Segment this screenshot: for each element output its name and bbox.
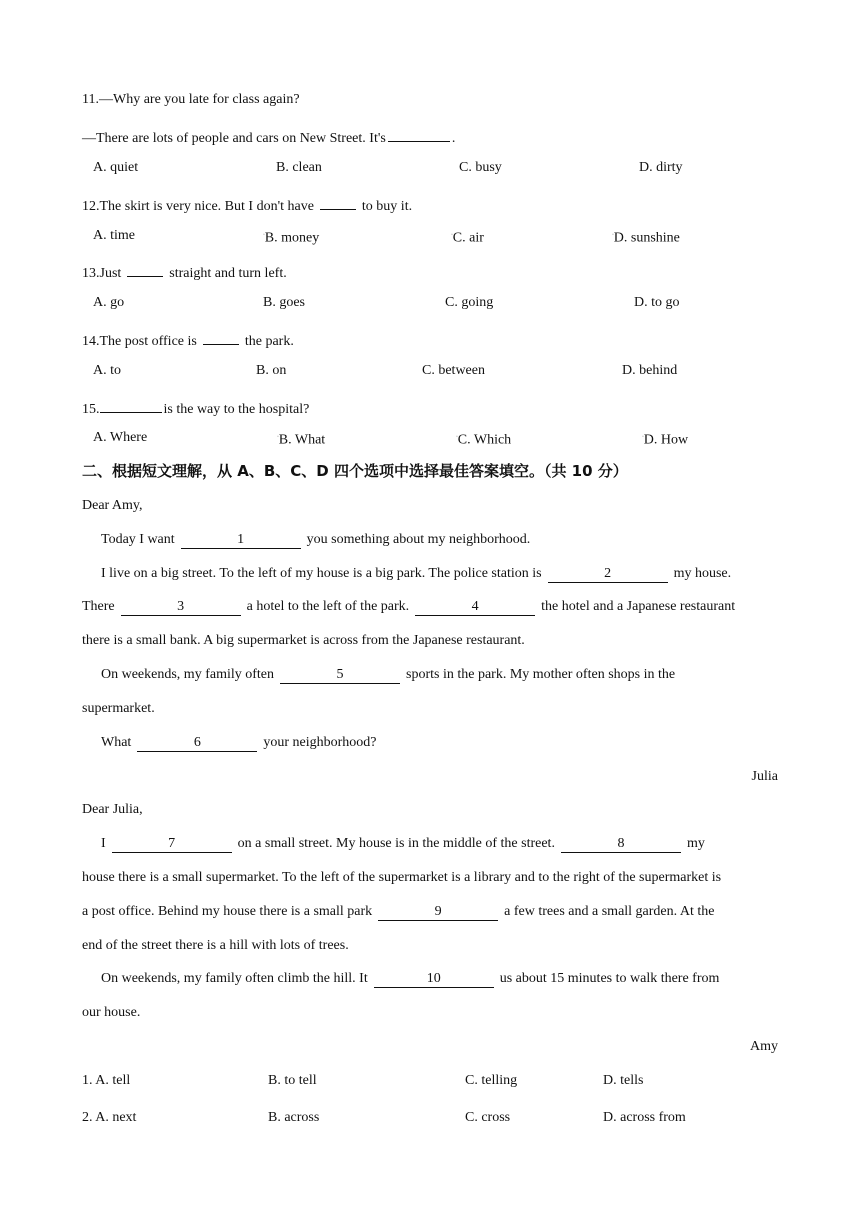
q14-option-c: C. between <box>422 363 485 378</box>
q13-option-a: A. go <box>93 295 125 310</box>
blank-10: 10 <box>374 971 494 988</box>
letter2-line6: our house. <box>82 1005 141 1020</box>
section2-heading: 二、根据短文理解，从 A、B、C、D 四个选项中选择最佳答案填空。（共 10 分） <box>82 462 628 480</box>
letter1-line2: I live on a big street. To the left of my house is a big park. The police station is 2 my house. <box>101 566 732 581</box>
q14-blank <box>203 328 239 345</box>
letter2-line1: I 7 on a small street. My house is in the middle of the street. 8 my <box>101 836 705 851</box>
answer1-option-b: B. to tell <box>268 1073 317 1088</box>
q11-option-a: A. quiet <box>93 160 139 175</box>
letter2-signature: Amy <box>750 1039 778 1054</box>
blank-2: 2 <box>548 566 668 583</box>
q13-option-b: B. goes <box>263 295 305 310</box>
q13-question: 13.Just straight and turn left. <box>82 260 287 283</box>
letter2-greeting: Dear Julia, <box>82 802 143 817</box>
q11-option-c: C. busy <box>459 160 502 175</box>
answer1-option-c: C. telling <box>465 1073 518 1088</box>
blank-1: 1 <box>181 532 301 549</box>
letter1-line5: On weekends, my family often 5 sports in the park. My mother often shops in the <box>101 667 676 682</box>
q11-blank <box>388 125 450 142</box>
q11-question: 11.—Why are you late for class again? <box>82 92 300 107</box>
q15-option-d: ▫D. How <box>642 432 689 448</box>
q14-option-a: A. to <box>93 363 121 378</box>
letter1-signature: Julia <box>751 769 778 784</box>
q11-option-d: D. dirty <box>639 160 683 175</box>
letter1-line6: supermarket. <box>82 701 155 716</box>
letter2-line2: house there is a small supermarket. To the left of the supermarket is a library and to the right of the supermarket is <box>82 870 722 885</box>
q11-question-line2: —There are lots of people and cars on New Street. It's . <box>82 125 455 148</box>
q15-option-c: ▫C. Which <box>456 432 512 448</box>
q12-option-c: ▫C. air <box>451 230 484 246</box>
q14-question: 14.The post office is the park. <box>82 328 294 351</box>
blank-6: 6 <box>137 735 257 752</box>
blank-4: 4 <box>415 599 535 616</box>
q13-option-c: C. going <box>445 295 494 310</box>
letter2-line4: end of the street there is a hill with lots of trees. <box>82 938 349 953</box>
q13-option-d: D. to go <box>634 295 680 310</box>
letter1-line4: there is a small bank. A big supermarket is across from the Japanese restaurant. <box>82 633 525 648</box>
answer1-option-d: D. tells <box>603 1073 644 1088</box>
blank-5: 5 <box>280 667 400 684</box>
answer2-option-c: C. cross <box>465 1110 511 1125</box>
q12-option-a: A. time <box>93 228 135 243</box>
letter1-greeting: Dear Amy, <box>82 498 143 513</box>
answer2-option-d: D. across from <box>603 1110 686 1125</box>
q15-option-b: ▫B. What <box>277 432 326 448</box>
blank-9: 9 <box>378 904 498 921</box>
blank-7: 7 <box>112 836 232 853</box>
q12-question: 12.The skirt is very nice. But I don't have to buy it. <box>82 193 412 216</box>
answer1-option-a: 1. A. tell <box>82 1073 131 1088</box>
letter1-line7: What 6 your neighborhood? <box>101 735 377 750</box>
q12-option-b: ▫B. money <box>263 230 320 246</box>
answer2-option-b: B. across <box>268 1110 320 1125</box>
q12-option-d: ▫D. sunshine <box>612 230 680 246</box>
letter2-line5: On weekends, my family often climb the hill. It 10 us about 15 minutes to walk there from <box>101 971 720 986</box>
answer2-option-a: 2. A. next <box>82 1110 137 1125</box>
q14-option-b: B. on <box>256 363 287 378</box>
letter1-line1: Today I want 1 you something about my neighborhood. <box>101 532 531 547</box>
q12-blank <box>320 193 356 210</box>
q13-blank <box>127 260 163 277</box>
blank-8: 8 <box>561 836 681 853</box>
q15-question: 15. is the way to the hospital? <box>82 396 309 419</box>
q11-option-b: B. clean <box>276 160 322 175</box>
blank-3: 3 <box>121 599 241 616</box>
q15-blank <box>100 396 162 413</box>
q14-option-d: D. behind <box>622 363 678 378</box>
letter1-line3: There 3 a hotel to the left of the park. 4 the hotel and a Japanese restaurant <box>82 599 736 614</box>
q15-option-a: A. Where <box>93 430 148 445</box>
letter2-line3: a post office. Behind my house there is a small park 9 a few trees and a small garden. At the <box>82 904 715 919</box>
